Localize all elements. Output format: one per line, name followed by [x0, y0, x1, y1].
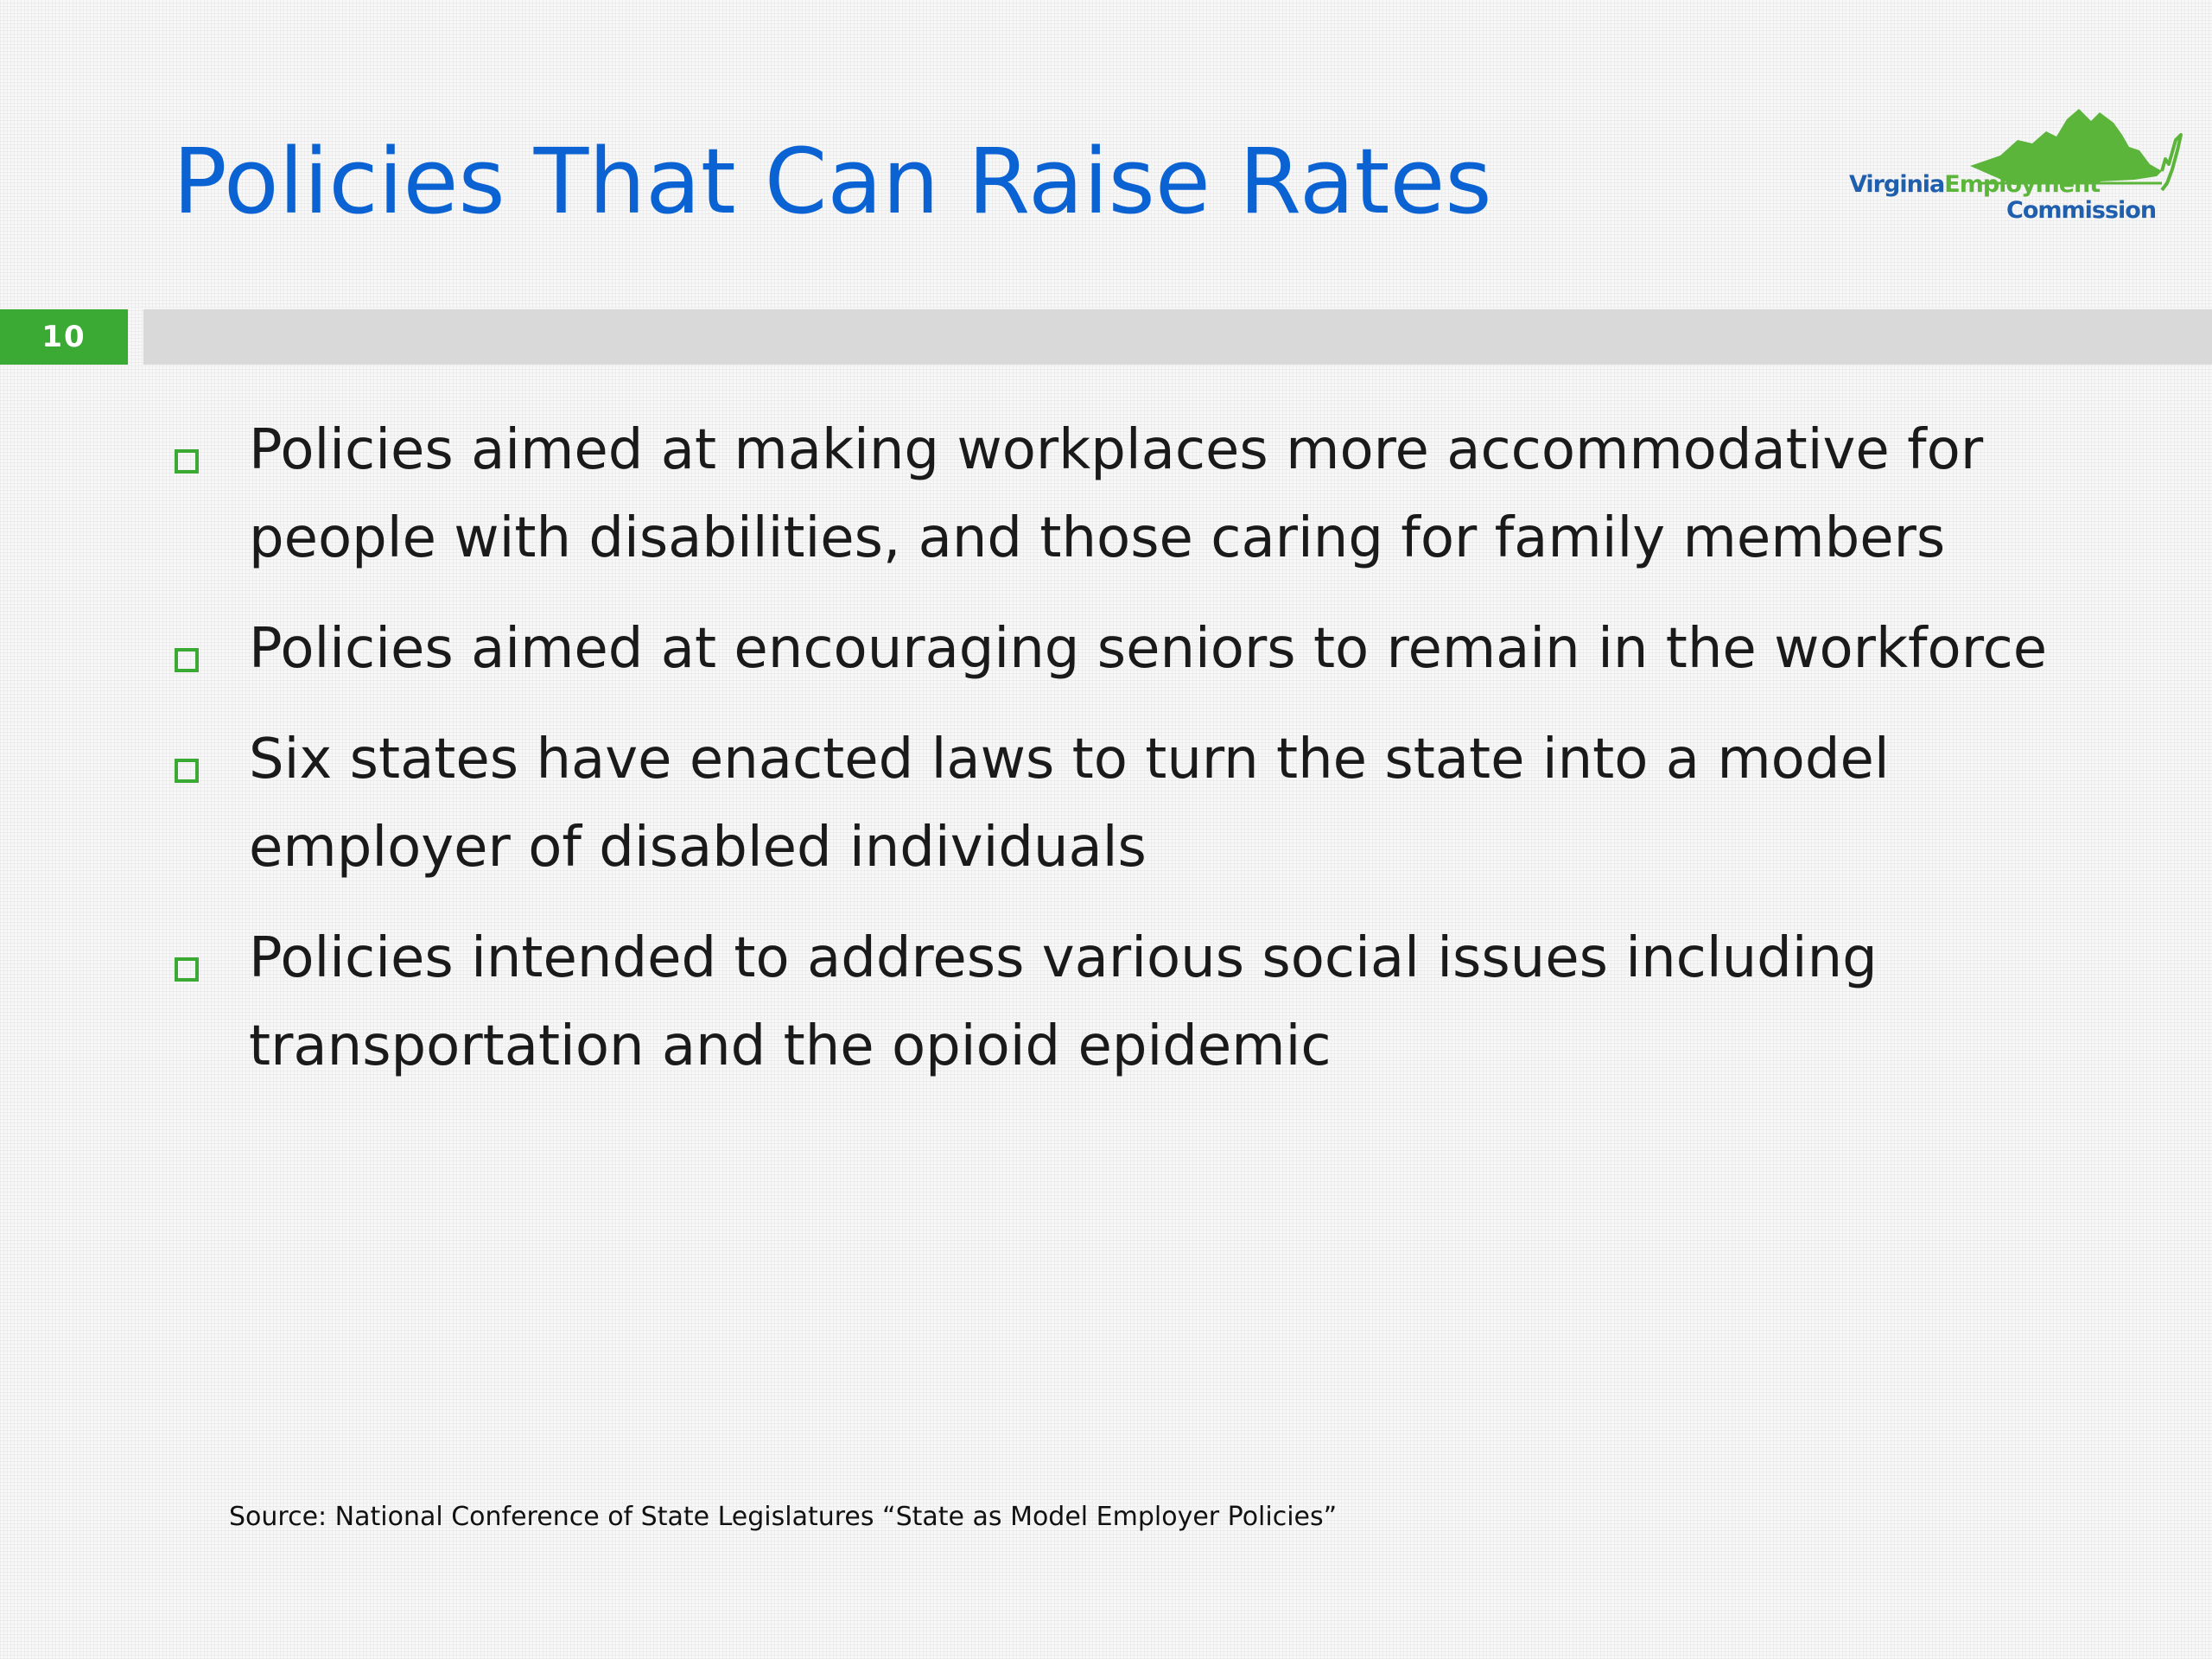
bullet-text: Policies aimed at making workplaces more accommodative for people with disabilities, and those caring for family members — [249, 418, 1984, 570]
square-bullet-icon — [175, 648, 199, 672]
slide-number-badge: 10 — [0, 309, 128, 365]
bullet-text: Policies aimed at encouraging seniors to remain in the workforce — [249, 617, 2048, 681]
bullet-text: Six states have enacted laws to turn the state into a model employer of disabled individuals — [249, 728, 1890, 880]
slide-title: Policies That Can Raise Rates — [173, 129, 1492, 234]
logo-word-commission: Commission — [2006, 197, 2157, 224]
bullet-item — [173, 406, 2117, 582]
logo-word-virginia: Virginia — [1849, 171, 1945, 198]
bullet-item — [173, 914, 2117, 1090]
bullet-item — [173, 605, 2117, 693]
square-bullet-icon — [175, 449, 199, 474]
header-divider-bar — [143, 309, 2212, 365]
logo-text-line1 — [1849, 171, 2100, 198]
bullet-text: Policies intended to address various social issues including transportation and the opioid epidemic — [249, 926, 1878, 1078]
bullet-list — [173, 406, 2117, 1113]
bullet-item — [173, 715, 2117, 892]
square-bullet-icon — [175, 957, 199, 982]
square-bullet-icon — [175, 759, 199, 783]
source-citation: Source: National Conference of State Legislatures “State as Model Employer Policies” — [229, 1502, 1338, 1532]
logo-word-employment: Employment — [1944, 171, 2101, 198]
vec-logo — [1840, 86, 2186, 233]
